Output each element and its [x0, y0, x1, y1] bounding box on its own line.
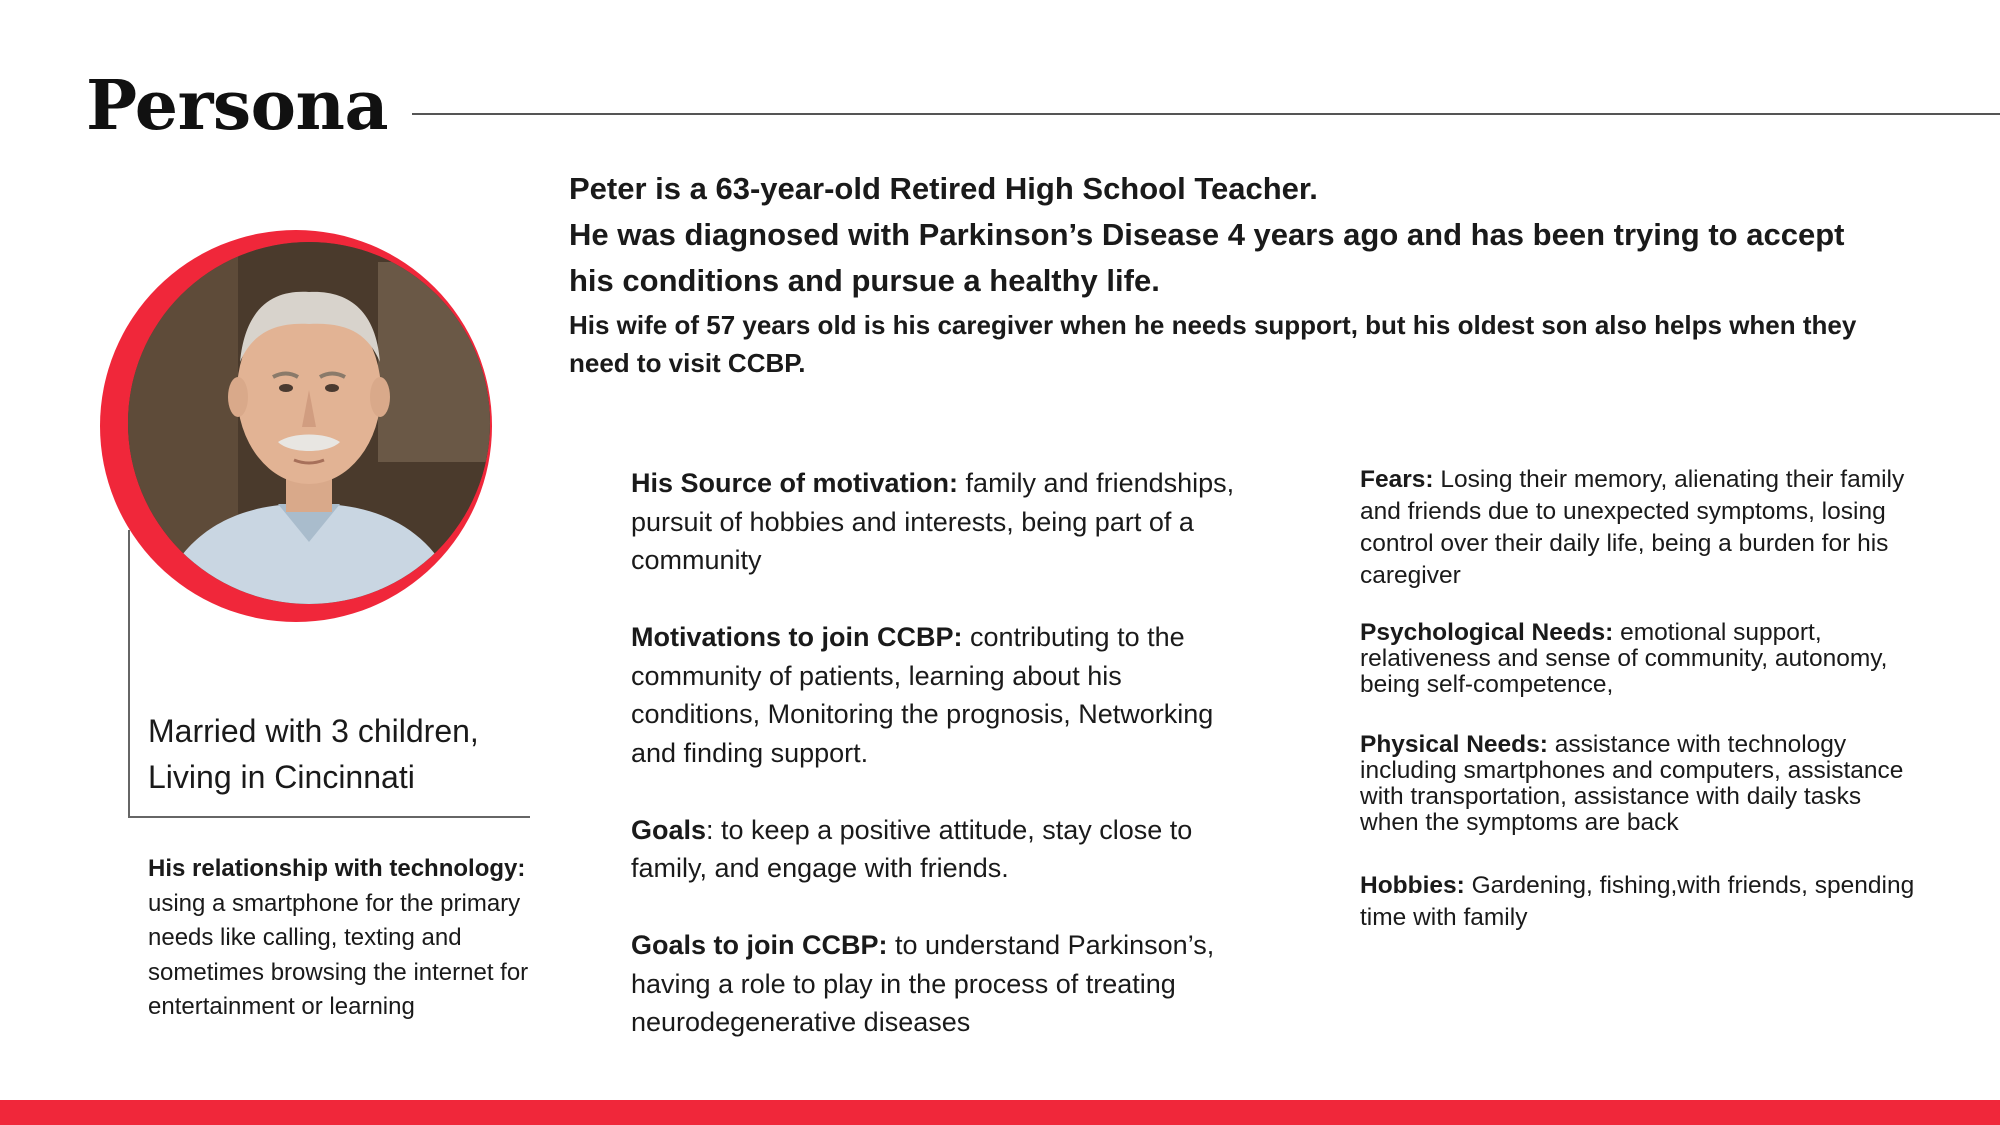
- technology-relationship: [148, 852, 568, 1025]
- para-label: Motivations to join CCBP:: [631, 622, 963, 652]
- para-text: Gardening, fishing,with friends, spending time with family: [1360, 872, 1915, 931]
- footer-accent-bar: [0, 1100, 2000, 1125]
- para-text: to understand Parkinson’s, having a role to play in the process of treating neurodegenerative diseases: [631, 930, 1215, 1037]
- para-label: Goals to join CCBP:: [631, 930, 888, 960]
- para-label: Psychological Needs:: [1360, 619, 1614, 646]
- profile-bracket-horizontal: [128, 816, 530, 818]
- motivations-goals-column: [631, 464, 1251, 1080]
- para-text: : to keep a positive attitude, stay close to family, and engage with friends.: [631, 814, 1193, 883]
- para-label: Goals: [631, 814, 707, 845]
- persona-photo: [128, 242, 490, 604]
- family-status: Married with 3 children,: [148, 713, 479, 749]
- motivations-to-join: [631, 618, 1251, 772]
- needs-column: [1360, 464, 1920, 934]
- physical-needs: [1360, 732, 1920, 836]
- hobbies: [1360, 870, 1920, 934]
- para-label: Physical Needs:: [1360, 731, 1548, 758]
- intro-summary: [569, 166, 1869, 382]
- goals-to-join: [631, 926, 1251, 1042]
- persona-portrait: [100, 230, 492, 622]
- para-text: Losing their memory, alienating their family and friends due to unexpected symptoms, losing control over their daily life, being a burden for his caregiver: [1360, 466, 1905, 589]
- intro-line-1: Peter is a 63-year-old Retired High School Teacher.: [569, 171, 1318, 206]
- profile-summary: [148, 708, 479, 800]
- para-label: His Source of motivation:: [631, 468, 959, 498]
- para-text: contributing to the community of patients, learning about his conditions, Monitoring the prognosis, Networking and finding support.: [631, 622, 1214, 768]
- technology-text: using a smartphone for the primary needs like calling, texting and sometimes browsing the internet for entertainment or learning: [148, 889, 529, 1020]
- location: Living in Cincinnati: [148, 759, 415, 795]
- page-title: Persona: [86, 66, 389, 146]
- intro-line-3: His wife of 57 years old is his caregiver when he needs support, but his oldest son also helps when they need to visit CCBP.: [569, 310, 1857, 378]
- intro-line-2: He was diagnosed with Parkinson’s Disease 4 years ago and has been trying to accept his conditions and pursue a healthy life.: [569, 217, 1845, 298]
- para-text: emotional support, relativeness and sense of community, autonomy, being self-competence,: [1360, 619, 1888, 698]
- para-text: assistance with technology including smartphones and computers, assistance with transportation, assistance with daily tasks when the symptoms are back: [1360, 731, 1904, 836]
- para-label: Hobbies:: [1360, 872, 1465, 899]
- para-label: Fears:: [1360, 466, 1434, 493]
- title-divider: [412, 113, 2000, 115]
- fears: [1360, 464, 1920, 592]
- psychological-needs: [1360, 620, 1920, 698]
- technology-label: His relationship with technology:: [148, 855, 526, 882]
- source-of-motivation: [631, 464, 1251, 580]
- goals: [631, 811, 1251, 888]
- para-text: family and friendships, pursuit of hobbies and interests, being part of a community: [631, 468, 1235, 575]
